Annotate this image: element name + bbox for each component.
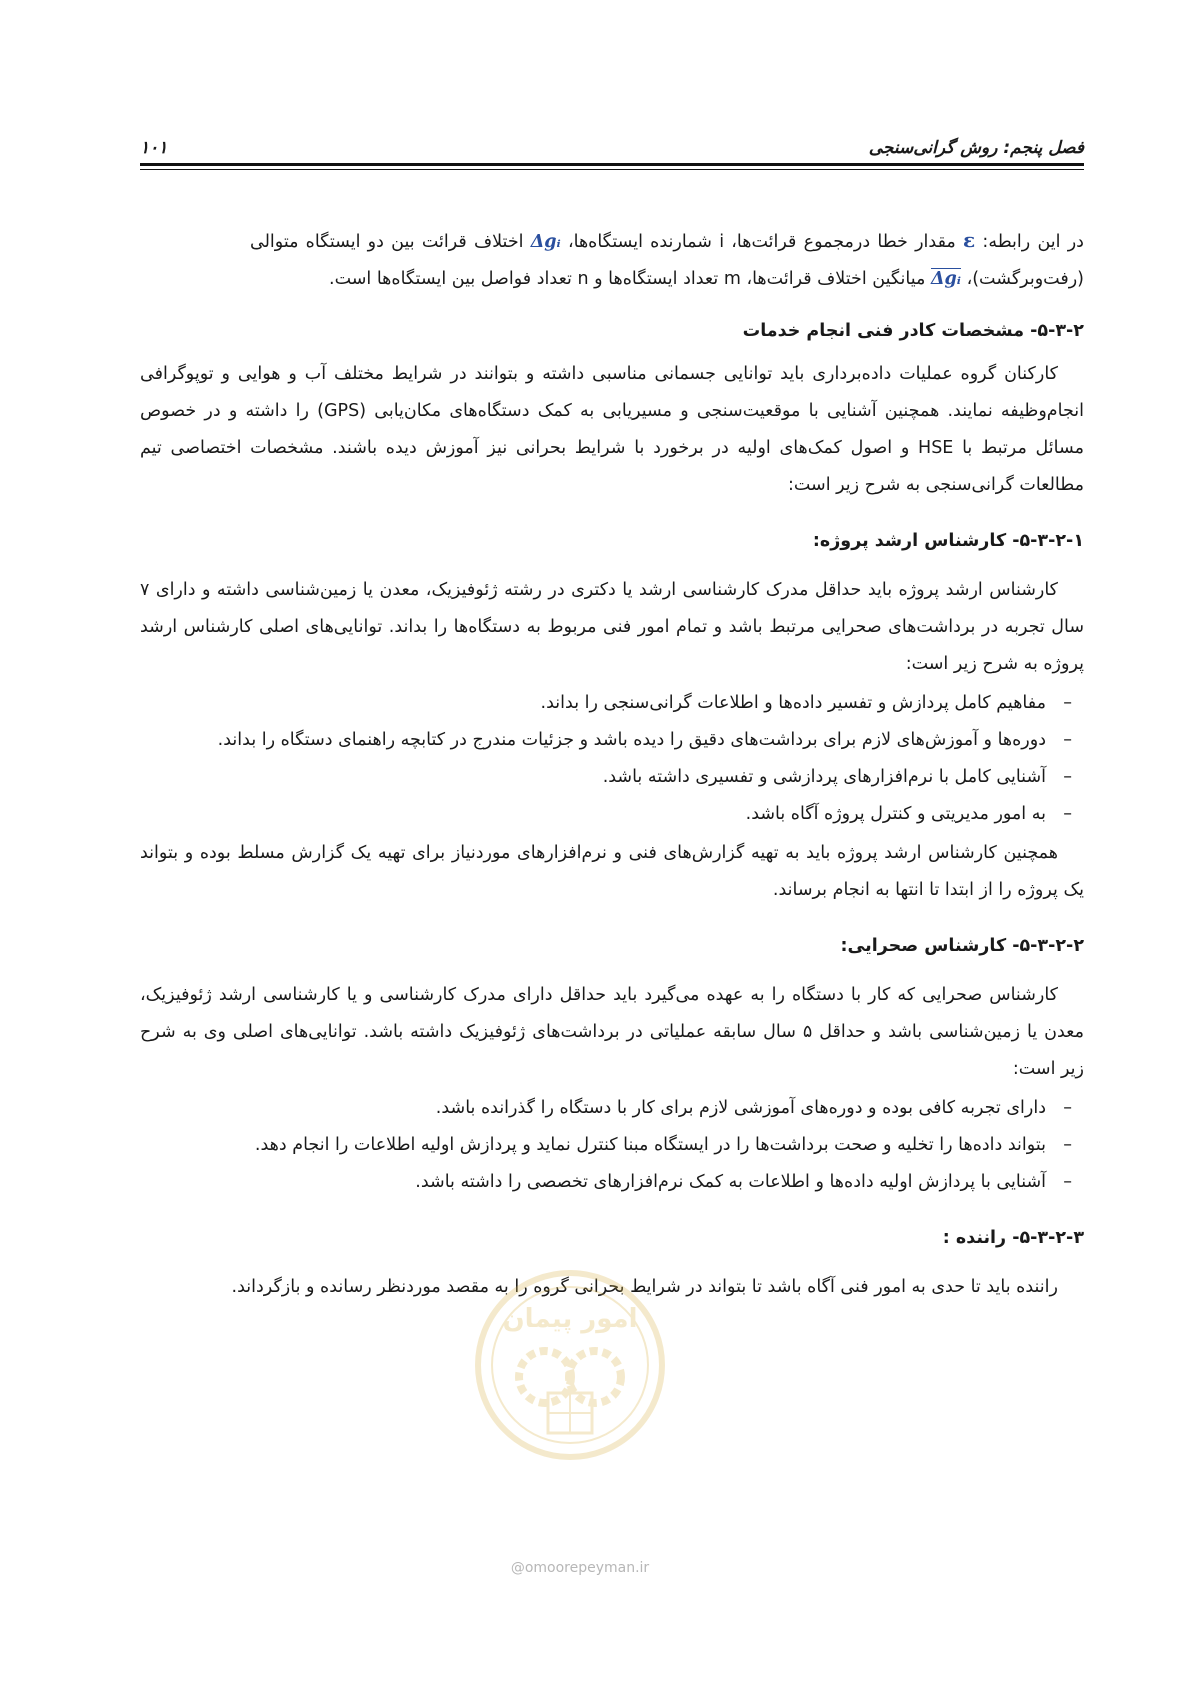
driver-paragraph: راننده باید تا حدی به امور فنی آگاه باشد تا بتواند در شرایط بحرانی گروه را به مقصد موردنظر رسانده و بازگرداند. <box>231 1277 1058 1297</box>
list-item: – مفاهیم کامل پردازش و تفسیر داده‌ها و اطلاعات گرانی‌سنجی را بداند. <box>540 693 1072 713</box>
list-item: – دوره‌ها و آموزش‌های لازم برای برداشت‌های دقیق را دیده باشد و جزئیات مندرج در کتابچه راهنمای دستگاه را بداند. <box>217 730 1072 750</box>
senior-expert-list <box>140 685 1084 833</box>
header-rule <box>140 163 1084 170</box>
delta-g-symbol: Δgᵢ <box>530 232 561 252</box>
delta-g-mean-symbol: Δgᵢ <box>930 269 961 289</box>
page-number: ۱۰۱ <box>140 138 168 158</box>
i-symbol: i <box>719 232 725 252</box>
formula-explanation: در این رابطه: ε مقدار خطا درمجموع قرائت‌ها، i شمارنده ایستگاه‌ها، Δgᵢ اختلاف قرائت بین دو ایستگاه متوالی (رفت‌وبرگشت)، Δgᵢ میانگین اختلاف قرائت‌ها، m تعداد ایستگاه‌ها و n تعداد فواصل بین ایستگاه‌ها است. <box>250 228 1084 289</box>
section-heading-senior-expert: ۵-۳-۲-۱- کارشناس ارشد پروژه: <box>812 531 1084 551</box>
section-heading-driver: ۵-۳-۲-۳- راننده : <box>942 1228 1084 1248</box>
staff-paragraph: کارکنان گروه عملیات داده‌برداری باید توانایی جسمانی مناسبی داشته و بتوانند در شرایط مختلف آب و هوایی و توپوگرافی انجام‌وظیفه نمایند. همچنین آشنایی با موقعیت‌سنجی و مسیریابی به کمک دستگاه‌های مکان‌یابی (GPS) را داشته و در خصوص مسائل مرتبط با HSE و اصول کمک‌های اولیه در برخورد با شرایط بحرانی نیز آموزش دیده باشند. مشخصات اختصاصی تیم مطالعات گرانی‌سنجی به شرح زیر است: <box>140 364 1084 495</box>
page-content <box>140 222 1084 1306</box>
watermark-site: @omoorepeyman.ir <box>510 1560 650 1576</box>
section-heading-field-expert: ۵-۳-۲-۲- کارشناس صحرایی: <box>840 936 1084 956</box>
watermark-logo <box>470 1265 670 1465</box>
watermark-logo-text: امور پیمان <box>502 1304 638 1334</box>
senior-expert-closing: همچنین کارشناس ارشد پروژه باید به تهیه گزارش‌های فنی و نرم‌افزارهای موردنیاز برای تهیه یک گزارش مسلط بوده و بتواند یک پروژه را از ابتدا تا انتها به انجام برساند. <box>140 843 1084 900</box>
epsilon-symbol: ε <box>963 228 976 252</box>
list-item: – بتواند داده‌ها را تخلیه و صحت برداشت‌ها را در ایستگاه مبنا کنترل نماید و پردازش اولیه اطلاعات را انجام دهد. <box>254 1135 1072 1155</box>
list-item: – به امور مدیریتی و کنترل پروژه آگاه باشد. <box>745 804 1072 824</box>
n-symbol: n <box>577 269 589 289</box>
list-item: – آشنایی با پردازش اولیه داده‌ها و اطلاعات به کمک نرم‌افزارهای تخصصی را داشته باشد. <box>415 1172 1072 1192</box>
page-header <box>140 128 1084 158</box>
m-symbol: m <box>723 269 741 289</box>
list-item: – دارای تجربه کافی بوده و دوره‌های آموزشی لازم برای کار با دستگاه را گذرانده باشد. <box>435 1098 1072 1118</box>
section-heading-staff: ۵-۳-۲- مشخصات کادر فنی انجام خدمات <box>742 321 1084 341</box>
field-expert-list <box>140 1090 1084 1201</box>
list-item: – آشنایی کامل با نرم‌افزارهای پردازشی و تفسیری داشته باشد. <box>602 767 1072 787</box>
field-expert-paragraph: کارشناس صحرایی که کار با دستگاه را به عهده می‌گیرد باید حداقل دارای مدرک کارشناسی و یا کارشناسی ارشد ژئوفیزیک، معدن یا زمین‌شناسی باشد و حداقل ۵ سال سابقه عملیاتی در برداشت‌های ژئوفیزیک داشته باشد. توانایی‌های اصلی وی به شرح زیر است: <box>140 985 1084 1079</box>
senior-expert-paragraph: کارشناس ارشد پروژه باید حداقل مدرک کارشناسی ارشد یا دکتری در رشته ژئوفیزیک، معدن یا زمین‌شناسی داشته و دارای ۷ سال تجربه در برداشت‌های صحرایی مرتبط باشد و تمام امور فنی مربوط به دستگاه‌ها را بداند. توانایی‌های اصلی کارشناس ارشد پروژه به شرح زیر است: <box>140 580 1084 674</box>
chapter-title: فصل پنجم: روش گرانی‌سنجی <box>868 138 1084 158</box>
